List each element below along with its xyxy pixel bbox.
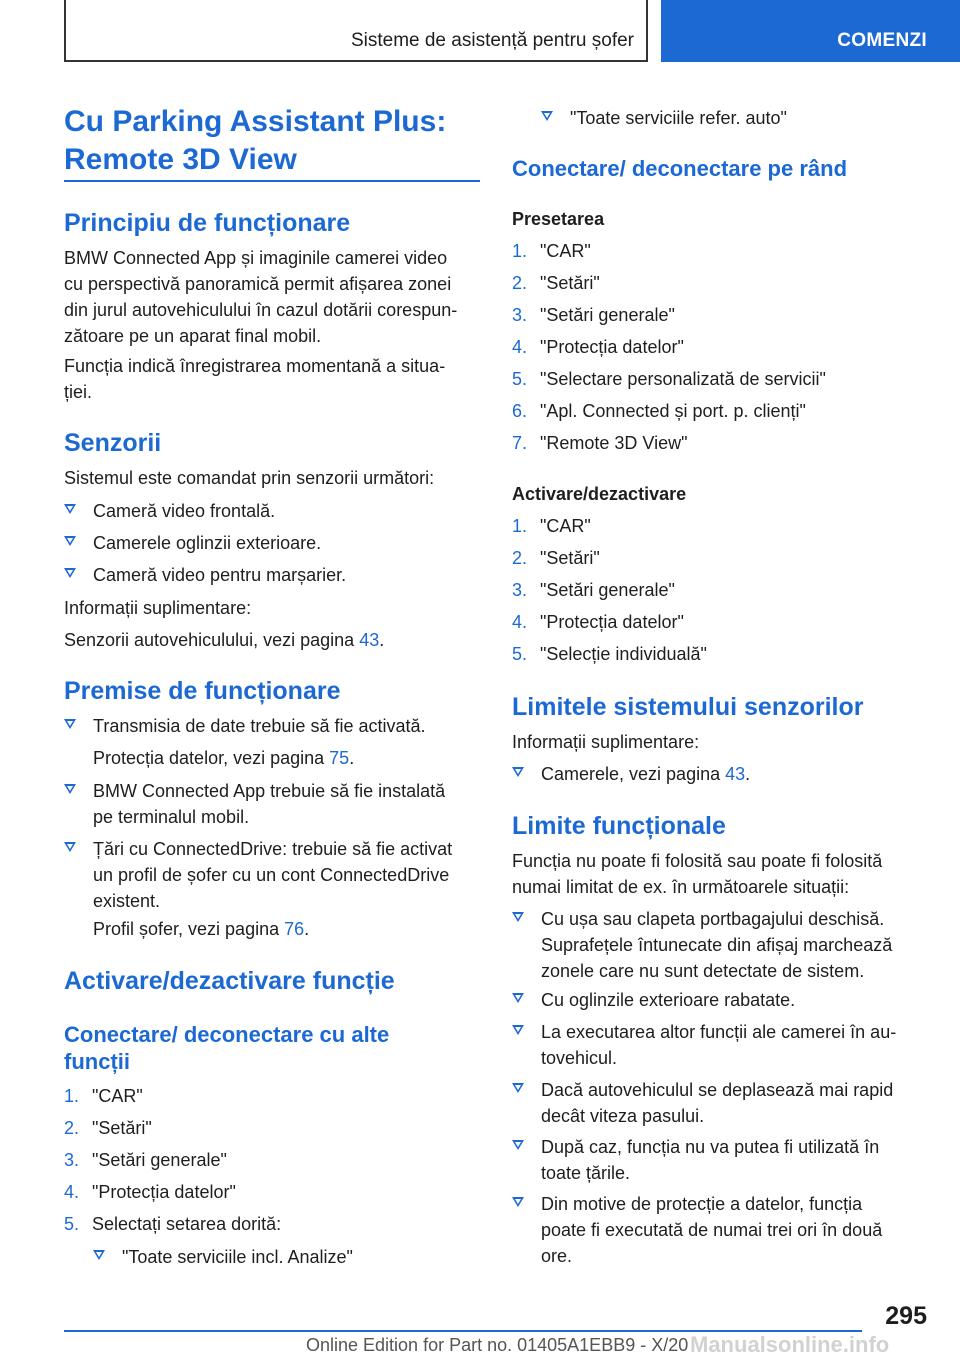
numbered-step: 5. "Selecție individuală" xyxy=(512,644,707,664)
list-item: Cu ușa sau clapeta portbagajului deschisă. Suprafețele întunecate din afișaj marchează zonele care nu sunt detectate de sistem. xyxy=(512,906,912,984)
numbered-step: 2. "Setări" xyxy=(64,1118,152,1138)
numbered-step: 1. "CAR" xyxy=(64,1086,143,1106)
subheading-conectare-alte: Conectare/ deconectare cu alte funcții xyxy=(64,1022,390,1074)
senzorii-reference: Senzorii autovehiculului, vezi pagina 43. xyxy=(64,630,385,650)
limite-intro: Funcția nu poate fi folosită sau poate fi folosită numai limitat de ex. în următoarele situații: xyxy=(512,851,883,897)
watermark: Manualsonline.info xyxy=(690,1332,890,1357)
heading-premise: Premise de funcționare xyxy=(64,677,341,705)
bullet-triangle-icon xyxy=(512,1140,524,1150)
bullet-triangle-icon xyxy=(512,1083,524,1093)
footer-edition: Online Edition for Part no. 01405A1EBB9 - X/20 xyxy=(306,1335,689,1355)
header-chapter-tab[interactable] xyxy=(661,0,960,62)
numbered-step: 7. "Remote 3D View" xyxy=(512,433,688,453)
numbered-step: 5. Selectați setarea dorită: xyxy=(64,1214,282,1234)
list-item: Cameră video frontală. xyxy=(64,498,480,524)
list-item: "Toate serviciile refer. auto" xyxy=(541,105,912,131)
bullet-triangle-icon xyxy=(93,1250,105,1260)
numbered-step: 1. "CAR" xyxy=(512,241,591,261)
numbered-step: 3. "Setări generale" xyxy=(512,580,675,600)
list-item: După caz, funcția nu va putea fi utilizată în toate țările. xyxy=(512,1134,912,1186)
title-divider xyxy=(64,180,480,182)
numbered-step: 3. "Setări generale" xyxy=(64,1150,227,1170)
list-item: Din motive de protecție a datelor, funcția poate fi executată de numai trei ori în două ore. xyxy=(512,1191,912,1269)
bullet-triangle-icon xyxy=(64,719,76,729)
senzorii-info-label: Informații suplimentare: xyxy=(64,598,252,618)
heading-activare: Activare/dezactivare funcție xyxy=(64,967,395,995)
list-item: Camerele, vezi pagina 43. xyxy=(512,761,912,787)
bullet-triangle-icon xyxy=(64,536,76,546)
bullet-triangle-icon xyxy=(64,504,76,514)
bullet-triangle-icon xyxy=(64,784,76,794)
page-link-43[interactable]: 43 xyxy=(725,764,746,784)
list-item: Țări cu ConnectedDrive: trebuie să fie activat un profil de șofer cu un cont ConnectedDrive existent. xyxy=(64,836,480,914)
header-section-box xyxy=(64,0,648,62)
heading-limite-functionale: Limite funcționale xyxy=(512,812,726,840)
limitele-info-label: Informații suplimentare: xyxy=(512,732,700,752)
heading-senzorii: Senzorii xyxy=(64,429,162,457)
list-item: "Toate serviciile incl. Analize" xyxy=(93,1244,480,1270)
label-presetarea: Presetarea xyxy=(512,209,605,229)
list-item: La executarea altor funcții ale camerei în au- tovehicul. xyxy=(512,1019,912,1071)
label-activare: Activare/dezactivare xyxy=(512,484,687,504)
paragraph-functia: Funcția indică înregistrarea momentană a situa- ției. xyxy=(64,356,446,402)
heading-limitele: Limitele sistemului senzorilor xyxy=(512,693,864,721)
list-item: Dacă autovehiculul se deplasează mai rapid decât viteza pasului. xyxy=(512,1077,912,1129)
bullet-triangle-icon xyxy=(512,1025,524,1035)
bullet-triangle-icon xyxy=(541,111,553,121)
bullet-triangle-icon xyxy=(64,842,76,852)
senzorii-intro: Sistemul este comandat prin senzorii următori: xyxy=(64,468,435,488)
list-item: Camerele oglinzii exterioare. xyxy=(64,530,480,556)
numbered-step: 5. "Selectare personalizată de servicii" xyxy=(512,369,826,389)
numbered-step: 1. "CAR" xyxy=(512,516,591,536)
header-chapter-label: COMENZI xyxy=(837,30,927,51)
list-item: Cameră video pentru marșarier. xyxy=(64,562,480,588)
bullet-triangle-icon xyxy=(64,568,76,578)
premise-reference-2: Profil șofer, vezi pagina 76. xyxy=(93,919,310,939)
numbered-step: 6. "Apl. Connected și port. p. clienți" xyxy=(512,401,806,421)
heading-principiu: Principiu de funcționare xyxy=(64,209,351,237)
numbered-step: 2. "Setări" xyxy=(512,273,600,293)
bullet-triangle-icon xyxy=(512,993,524,1003)
numbered-step: 4. "Protecția datelor" xyxy=(512,612,684,632)
page-link-43[interactable]: 43 xyxy=(359,630,380,650)
page-number: 295 xyxy=(885,1302,927,1330)
bullet-triangle-icon xyxy=(512,767,524,777)
page-link-76[interactable]: 76 xyxy=(284,919,305,939)
list-item: BMW Connected App trebuie să fie instalată pe terminalul mobil. xyxy=(64,778,480,830)
heading-conectare-rand: Conectare/ deconectare pe rând xyxy=(512,156,848,181)
numbered-step: 2. "Setări" xyxy=(512,548,600,568)
bullet-triangle-icon xyxy=(512,912,524,922)
page-title: Cu Parking Assistant Plus: Remote 3D View xyxy=(64,105,447,176)
bullet-triangle-icon xyxy=(512,1197,524,1207)
numbered-step: 4. "Protecția datelor" xyxy=(512,337,684,357)
header-section-title: Sisteme de asistență pentru șofer xyxy=(350,30,634,51)
premise-reference-1: Protecția datelor, vezi pagina 75. xyxy=(93,748,355,768)
paragraph-principiu: BMW Connected App și imaginile camerei video cu perspectivă panoramică permit afișarea zonei din jurul autovehiculului în cazul dotării corespun- zătoare pe un aparat final mobil. xyxy=(64,248,458,346)
numbered-step: 3. "Setări generale" xyxy=(512,305,675,325)
list-item: Cu oglinzile exterioare rabatate. xyxy=(512,987,912,1013)
page-link-75[interactable]: 75 xyxy=(329,748,350,768)
numbered-step: 4. "Protecția datelor" xyxy=(64,1182,236,1202)
list-item: Transmisia de date trebuie să fie activată. xyxy=(64,713,480,739)
